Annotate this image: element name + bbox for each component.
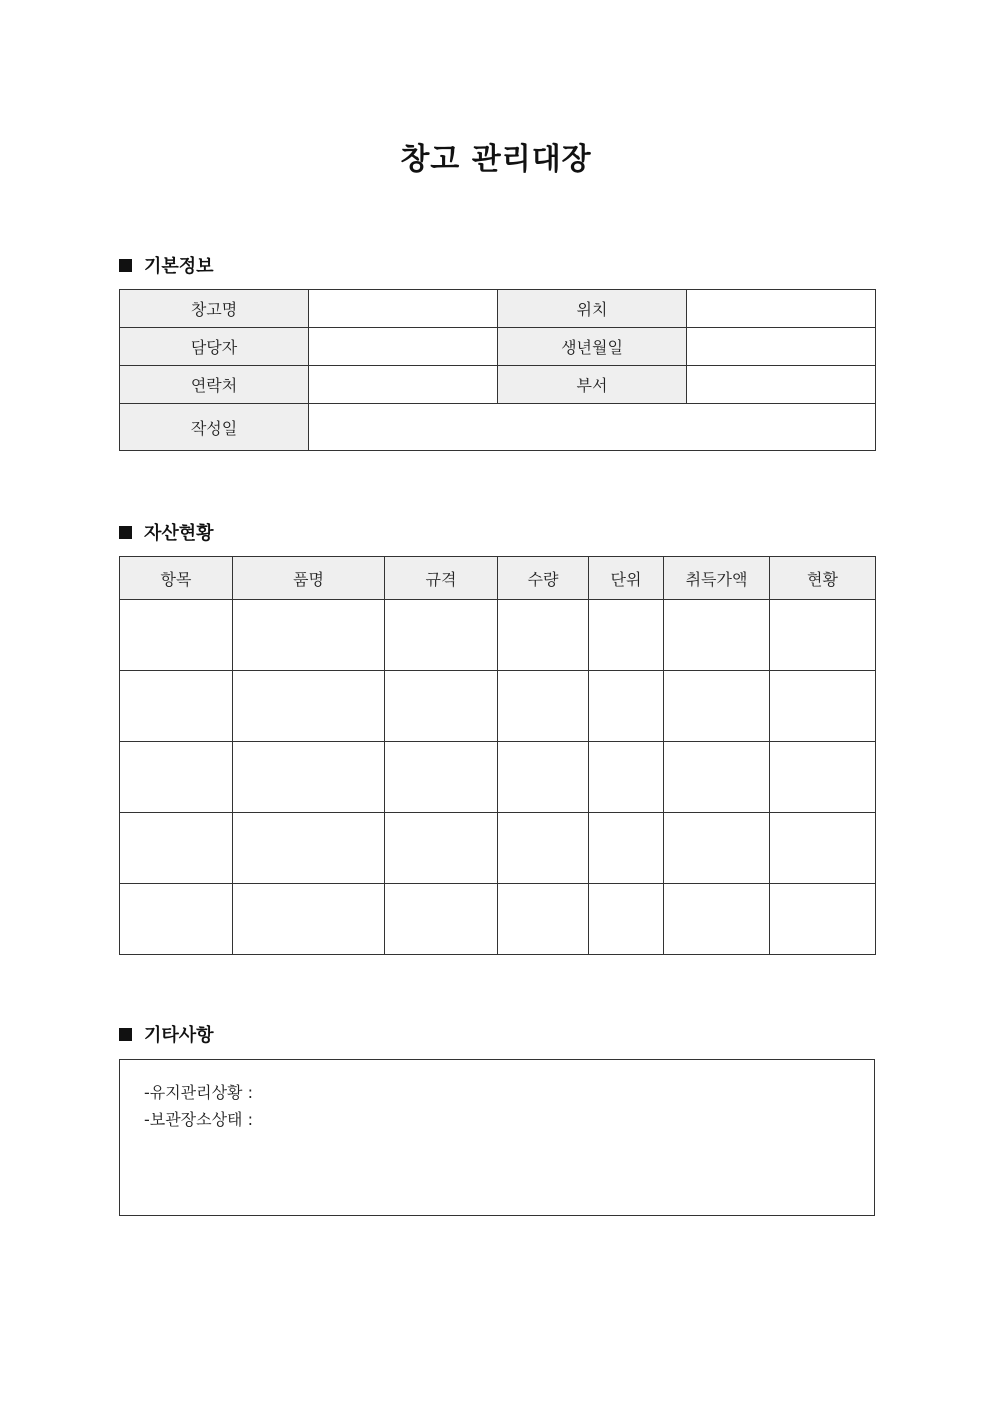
table-cell[interactable] [589, 671, 664, 742]
square-bullet-icon [119, 259, 132, 272]
table-row [120, 813, 876, 884]
contact-label: 연락처 [120, 366, 309, 404]
table-cell[interactable] [498, 600, 589, 671]
table-cell[interactable] [770, 742, 876, 813]
basic-info-table [119, 289, 876, 451]
table-row [120, 742, 876, 813]
birthdate-field[interactable] [687, 328, 876, 366]
column-header-unit: 단위 [589, 557, 664, 600]
table-cell[interactable] [385, 884, 498, 955]
table-cell[interactable] [120, 884, 233, 955]
table-cell[interactable] [770, 600, 876, 671]
table-cell[interactable] [120, 742, 233, 813]
table-cell[interactable] [233, 742, 385, 813]
maintenance-status-line: -유지관리상황 : [144, 1083, 253, 1102]
table-cell[interactable] [233, 600, 385, 671]
page-title: 창고 관리대장 [400, 142, 592, 177]
table-cell[interactable] [385, 742, 498, 813]
table-cell[interactable] [589, 600, 664, 671]
column-header-item: 항목 [120, 557, 233, 600]
table-cell[interactable] [770, 671, 876, 742]
table-cell[interactable] [498, 813, 589, 884]
section-title-basic: 기본정보 [144, 256, 214, 277]
square-bullet-icon [119, 526, 132, 539]
section-title-assets: 자산현황 [144, 523, 214, 544]
table-cell[interactable] [498, 884, 589, 955]
date-label: 작성일 [120, 404, 309, 451]
date-field[interactable] [309, 404, 876, 451]
table-cell[interactable] [498, 671, 589, 742]
column-header-product-name: 품명 [233, 557, 385, 600]
table-cell[interactable] [589, 813, 664, 884]
manager-field[interactable] [309, 328, 498, 366]
manager-label: 담당자 [120, 328, 309, 366]
table-row [120, 671, 876, 742]
table-cell[interactable] [120, 813, 233, 884]
table-cell[interactable] [664, 884, 770, 955]
table-cell[interactable] [233, 813, 385, 884]
table-cell[interactable] [664, 600, 770, 671]
warehouse-name-label: 창고명 [120, 290, 309, 328]
storage-condition-line: -보관장소상태 : [144, 1110, 253, 1129]
section-title-notes: 기타사항 [144, 1025, 214, 1046]
section-heading-notes [119, 1022, 214, 1046]
table-cell[interactable] [664, 813, 770, 884]
department-label: 부서 [498, 366, 687, 404]
table-cell[interactable] [385, 813, 498, 884]
assets-table [119, 556, 876, 955]
column-header-spec: 규격 [385, 557, 498, 600]
column-header-status: 현황 [770, 557, 876, 600]
section-heading-assets [119, 520, 214, 544]
table-cell[interactable] [664, 671, 770, 742]
table-cell[interactable] [498, 742, 589, 813]
location-label: 위치 [498, 290, 687, 328]
notes-box[interactable] [119, 1059, 875, 1216]
table-cell[interactable] [589, 742, 664, 813]
square-bullet-icon [119, 1028, 132, 1041]
birthdate-label: 생년월일 [498, 328, 687, 366]
table-cell[interactable] [589, 884, 664, 955]
table-cell[interactable] [664, 742, 770, 813]
table-cell[interactable] [120, 671, 233, 742]
table-row [120, 884, 876, 955]
warehouse-name-field[interactable] [309, 290, 498, 328]
table-cell[interactable] [233, 671, 385, 742]
department-field[interactable] [687, 366, 876, 404]
location-field[interactable] [687, 290, 876, 328]
column-header-quantity: 수량 [498, 557, 589, 600]
table-cell[interactable] [120, 600, 233, 671]
contact-field[interactable] [309, 366, 498, 404]
table-cell[interactable] [385, 600, 498, 671]
table-cell[interactable] [233, 884, 385, 955]
section-heading-basic [119, 253, 214, 277]
table-cell[interactable] [770, 884, 876, 955]
table-row [120, 600, 876, 671]
table-cell[interactable] [770, 813, 876, 884]
table-cell[interactable] [385, 671, 498, 742]
column-header-acquisition-cost: 취득가액 [664, 557, 770, 600]
